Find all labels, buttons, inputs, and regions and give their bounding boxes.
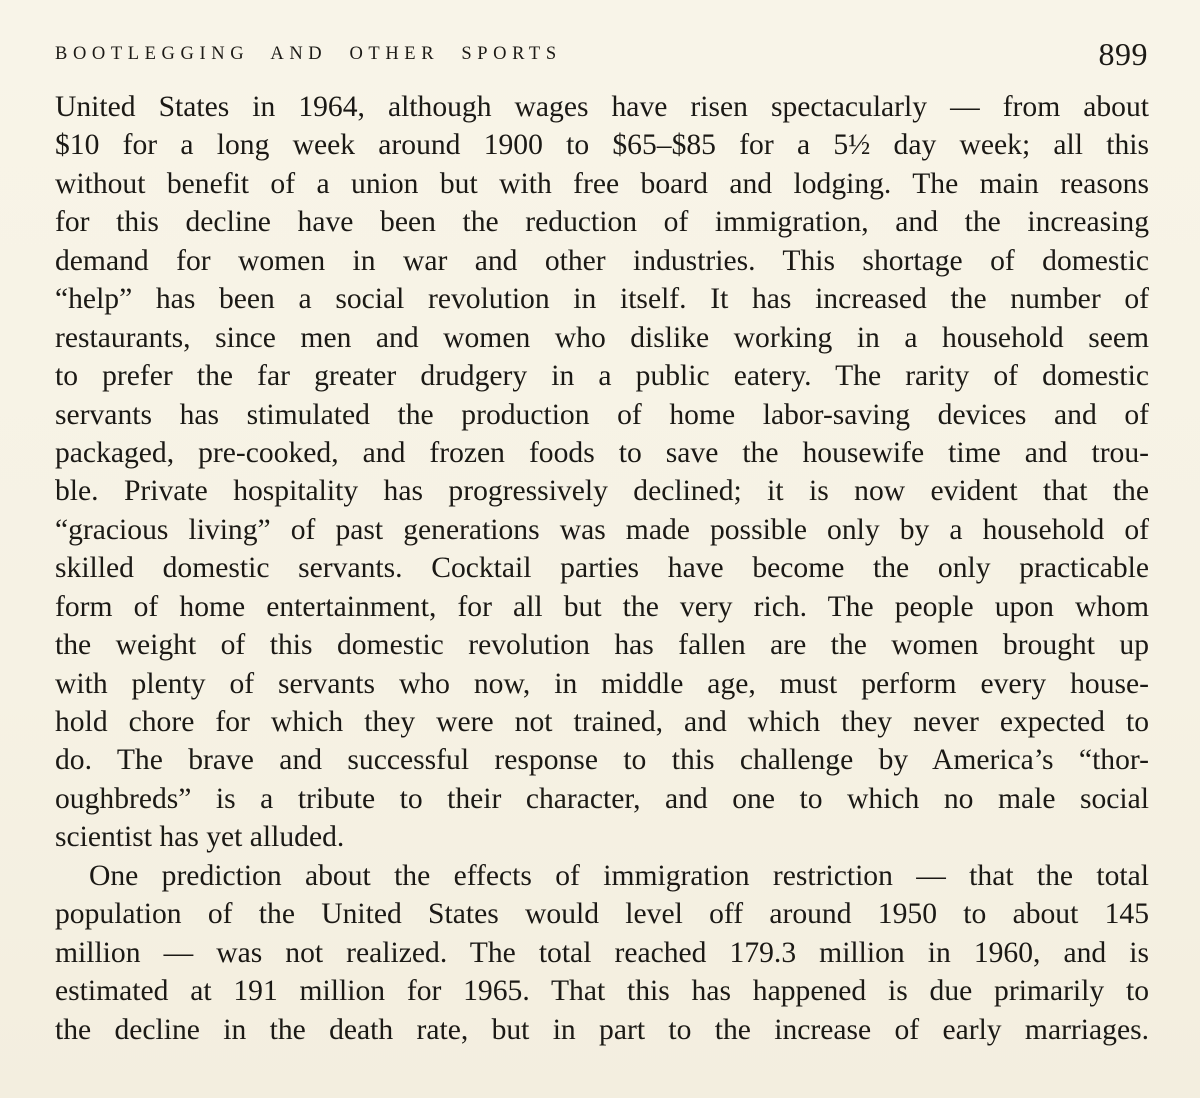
text-line: to prefer the far greater drudgery in a public eatery. The rarity of domestic [55,360,1149,393]
text-line: population of the United States would level off around 1950 to about 145 [55,898,1149,931]
text-line: $10 for a long week around 1900 to $65–$85 for a 5½ day week; all this [55,129,1149,162]
text-line: skilled domestic servants. Cocktail parties have become the only practicable [55,552,1149,585]
text-line: One prediction about the effects of immigration restriction — that the total [89,859,1149,892]
text-line: servants has stimulated the production of home labor-saving devices and of [55,398,1149,431]
text-line: demand for women in war and other industries. This shortage of domestic [55,244,1149,277]
paragraph-2 [55,857,1149,1049]
text-line: ble. Private hospitality has progressively declined; it is now evident that the [55,475,1149,508]
body-text [55,88,1149,1049]
text-line: with plenty of servants who now, in middle age, must perform every house- [55,667,1149,700]
text-line: United States in 1964, although wages have risen spectacularly — from about [55,91,1149,123]
text-line: for this decline have been the reduction of immigration, and the increasing [55,206,1149,239]
text-line: hold chore for which they were not trained, and which they never expected to [55,706,1149,738]
page-number: 899 [1098,36,1148,72]
text-line: “help” has been a social revolution in itself. It has increased the number of [55,283,1149,316]
text-line: scientist has yet alluded. [55,821,345,854]
text-line: oughbreds” is a tribute to their character, and one to which no male social [55,782,1149,815]
text-line: the decline in the death rate, but in part to the increase of early marriages. [55,1013,1149,1046]
text-line: “gracious living” of past generations was made possible only by a household of [55,513,1149,546]
paragraph-1 [55,88,1149,857]
text-line: the weight of this domestic revolution has fallen are the women brought up [55,629,1149,662]
running-head: BOOTLEGGING AND OTHER SPORTS [55,44,562,64]
text-line: do. The brave and successful response to this challenge by America’s “thor- [55,744,1149,777]
text-line: without benefit of a union but with free board and lodging. The main reasons [55,167,1149,200]
text-line: estimated at 191 million for 1965. That this has happened is due primarily to [55,975,1149,1008]
page-header [55,36,1148,76]
text-line: packaged, pre-cooked, and frozen foods to save the housewife time and trou- [55,436,1149,469]
text-line: form of home entertainment, for all but the very rich. The people upon whom [55,590,1149,623]
text-line: million — was not realized. The total reached 179.3 million in 1960, and is [55,936,1149,969]
text-line: restaurants, since men and women who dislike working in a household seem [55,321,1149,354]
